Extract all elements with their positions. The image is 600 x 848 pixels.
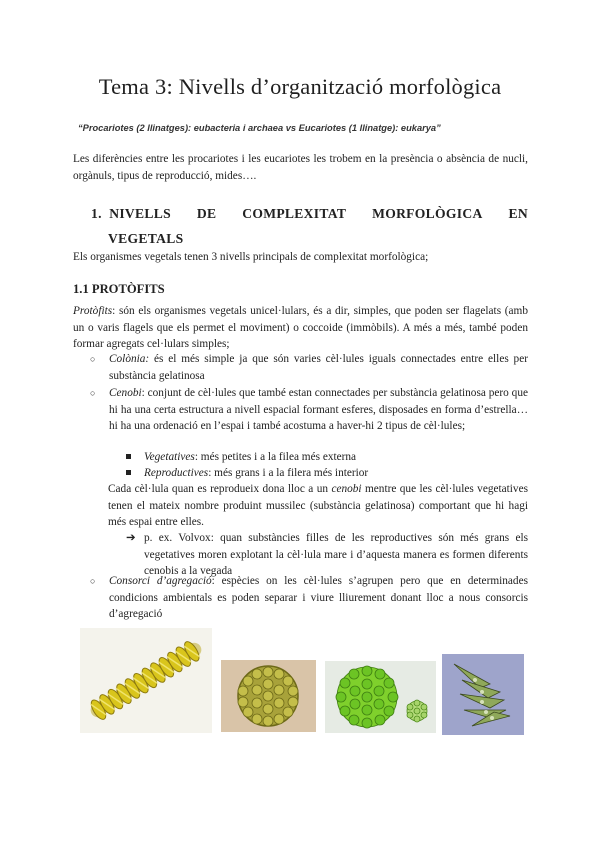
bullet-colonia: ○ Colònia: és el més simple ja que són varies cèl·lules iguals connectades entre elles per substància gelatinosa xyxy=(90,353,528,382)
colonia-photo xyxy=(80,628,212,733)
square-bullet-icon xyxy=(126,454,131,459)
section-word: EN xyxy=(508,206,528,221)
section-word: MORFOLÒGICA xyxy=(372,206,483,221)
intro-paragraph: Les diferències entre les procariotes i les eucariotes les trobem en la presència o absència de nucli, orgànuls, tipus de reproducció, mides…. xyxy=(73,153,528,182)
circle-bullet-icon: ○ xyxy=(90,354,96,364)
consorci-term: Consorci d’agregació xyxy=(109,575,212,587)
section-word: COMPLEXITAT xyxy=(242,206,347,221)
cenobi-sphere-photo xyxy=(221,660,316,732)
section-heading-line2: VEGETALS xyxy=(108,231,184,246)
page-title: Tema 3: Nivells d’organització morfològica xyxy=(98,74,502,99)
bullet-cenobi: ○ Cenobi: conjunt de cèl·lules que també estan connectades per substància gelatinosa pero que hi ha una certa estructura a nivell espacial formant esferes, disposades en forma d’estrella… hi ha una ordenació en l’espai i també acostuma a haver-hi 2 tipus de cèl·lules; xyxy=(90,387,528,433)
subtitle-quote: “Procariotes (2 llinatges): eubacteria i archaea vs Eucariotes (1 llinatge): eukarya” xyxy=(78,123,441,133)
example-text: p. ex. Volvox: quan substàncies filles de les reproductives són més grans els vegetatives moren explotant la cèl·lula mare i d’aquesta manera es formen diferents cenobis a la vegada xyxy=(144,532,528,578)
cenobi-chain-photo xyxy=(442,654,524,735)
subsection-heading: 1.1 PROTÒFITS xyxy=(73,282,165,296)
section-number-and-word: 1. NIVELLS xyxy=(91,206,171,221)
bullet-consorci: ○ Consorci d’agregació: espècies on les cèl·lules s’agrupen pero que en determinades condicions ambientals es poden separar i viure lliurement donant lloc a nous consorcis d’agregació xyxy=(90,575,528,621)
sub-bullet-vegetatives: Vegetatives: més petites i a la filea més externa xyxy=(126,449,528,466)
cenobi-term: Cenobi xyxy=(109,387,142,399)
section-intro-paragraph: Els organismes vegetals tenen 3 nivells principals de complexitat morfològica; xyxy=(73,251,429,263)
square-bullet-icon xyxy=(126,470,131,475)
circle-bullet-icon: ○ xyxy=(90,388,96,398)
cenobi-paragraph: Cada cèl·lula quan es reprodueix dona lloc a un cenobi mentre que les cèl·lules vegetatives tenen el mateix nombre produint mussilec (substància gelatinosa) comportant que hi hagi més espai entre elles. xyxy=(108,483,528,529)
protofits-term: Protòfits xyxy=(73,305,113,317)
colonia-term: Colònia: xyxy=(109,353,150,365)
cenobi-star-photo xyxy=(325,661,436,733)
section-word: DE xyxy=(196,206,217,221)
circle-bullet-icon: ○ xyxy=(90,576,96,586)
arrow-icon: ➔ xyxy=(126,532,136,544)
protofits-paragraph: Protòfits: són els organismes vegetals unicel·lulars, és a dir, simples, que poden ser flagelats (amb un o varis flagels que els permet el moviment) o coccoide (immòbils). A més a més, també poden formar agregats cel·lulars simples; xyxy=(73,305,528,351)
section-heading xyxy=(91,201,528,251)
sub-bullet-reproductives: Reproductives: més grans i a la filera més interior xyxy=(126,465,528,482)
